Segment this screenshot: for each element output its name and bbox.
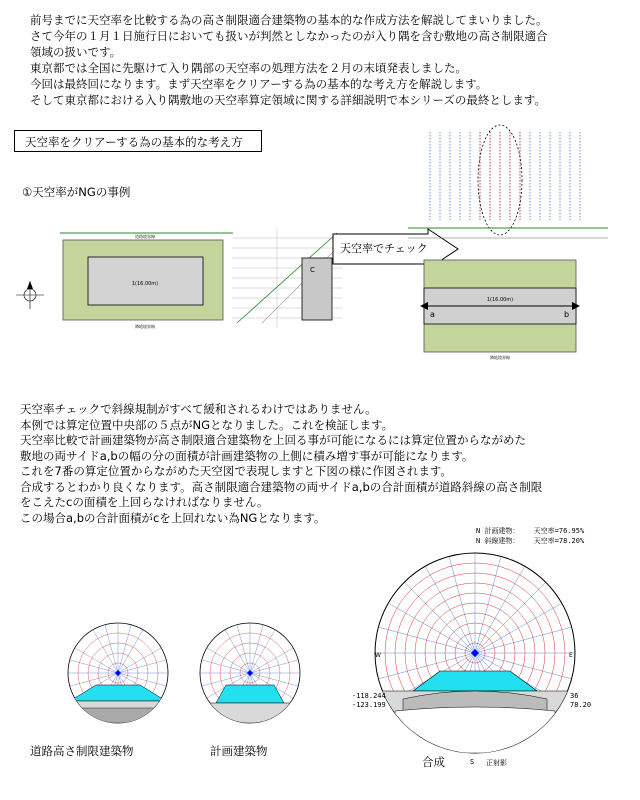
sky-diagram-road-limit: [58, 618, 178, 728]
site-plan-diagram: [8, 225, 238, 335]
legend-plan-value: 天空率=76.95%: [533, 527, 585, 535]
legend-limit-value: 天空率=78.20%: [533, 537, 585, 545]
legend-plan-label: N 計画建物：: [476, 527, 520, 535]
body-text: [20, 402, 630, 526]
side-b-label: b: [564, 310, 570, 319]
sky-diagram-planned: [190, 618, 310, 728]
intro-line: そして東京都における入り隅敷地の天空率算定領域に関する詳細説明で本シリーズの最終とします。: [30, 93, 546, 107]
section-heading: 天空率をクリアーする為の基本的な考え方: [14, 130, 262, 152]
sky-diagram-composite: [370, 548, 580, 758]
body-line: をこえたcの面積を上回らなければなりません。: [20, 495, 269, 509]
body-line: 合成するとわかり良くなります。高さ制限適合建築物の両サイドa,bの合計面積が道路斜線の高さ制限: [20, 479, 543, 494]
boundary-label: 隣地境界線: [490, 355, 510, 360]
compass-icon: [16, 281, 44, 309]
evaluation-points: [430, 132, 580, 220]
building-label: 1(16.00m): [486, 297, 514, 303]
side-a-label: a: [430, 310, 435, 319]
caption-composite: 合成: [422, 755, 445, 769]
body-line: 敷地の両サイドa,bの幅の分の面積が計画建築物の上側に積み増す事が可能になります。: [20, 448, 474, 463]
road-label: 道路境界線: [135, 234, 155, 239]
elevation-diagram: [232, 228, 342, 328]
coord-label: 36: [570, 692, 579, 700]
legend-plan: [476, 526, 584, 536]
legend-limit-label: N 斜線建物：: [476, 537, 520, 545]
intro-text: [30, 12, 630, 108]
caption-road-limit: 道路高さ制限建築物: [30, 744, 134, 758]
east-label: E: [569, 652, 573, 659]
example-label: ①天空率がNGの事例: [22, 185, 131, 199]
intro-line: 前号までに天空率を比較する為の高さ制限適合建築物の基本的な作成方法を解説してまいりました。: [30, 13, 548, 27]
caption-planned: 計画建築物: [210, 744, 268, 758]
west-label: W: [375, 652, 381, 659]
body-line: 天空率比較で計画建築物が高さ制限適合建築物を上回る事が可能になるには算定位置からながめた: [20, 433, 526, 447]
intro-line: 今回は最終回になります。まず天空率をクリアーする為の基本的な考え方を解説します。: [30, 77, 488, 91]
intro-line: 東京都では全国に先駆けて入り隅部の天空率の処理方法を２月の末頃発表しました。: [30, 61, 467, 75]
body-line: これを7番の算定位置からながめた天空図で表現しますと下図の様に作図されます。: [20, 464, 452, 478]
area-c-label: C: [310, 266, 315, 274]
intro-line: さて今年の１月１日施行日においても扱いが判然としなかったのが入り隅を含む敷地の高さ制限適合: [30, 29, 548, 43]
intro-line: 領域の扱いです。: [30, 45, 122, 59]
planned-building-elevation: [302, 258, 332, 320]
arrow-label: 天空率でチェック: [340, 242, 428, 255]
body-line: 本例では算定位置中央部の５点がNGとなりました。これを検証します。: [20, 417, 394, 432]
body-line: 天空率チェックで斜線規制がすべて緩和されるわけではありません。: [20, 402, 377, 416]
coord-label: -118.244: [352, 692, 386, 700]
coord-label: 78.20: [570, 701, 592, 709]
boundary-label: 隣地境界線: [135, 324, 155, 329]
body-line: この場合a,bの合計面積がcを上回れない為NGとなります。: [20, 510, 326, 525]
evaluation-plan-diagram: [408, 120, 608, 365]
south-label: S: [470, 758, 475, 766]
projection-note: 正射影: [486, 759, 507, 767]
building-label: 1(16.00m): [131, 281, 159, 287]
legend-limit: [476, 536, 584, 546]
coord-label: -123.199: [352, 701, 386, 709]
